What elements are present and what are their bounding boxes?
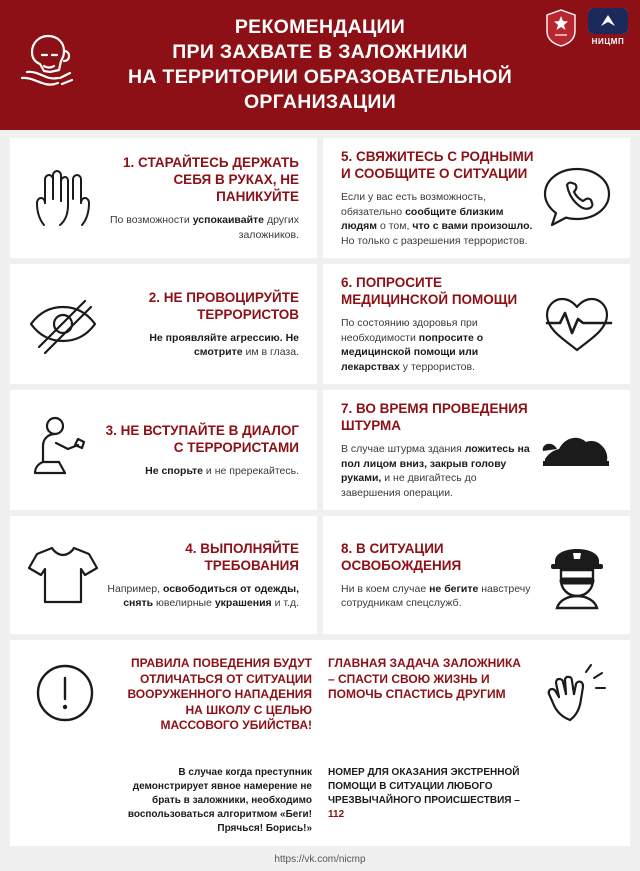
heart-pulse-icon (536, 284, 618, 364)
recommendation-body: Ни в коем случае не бегите навстречу сотрудникам спецслужб. (341, 582, 531, 609)
kneeling-person-icon (22, 410, 104, 490)
recommendation-body: В случае штурма здания ложитесь на пол лицом вниз, закрыв голову руками, и не двигайтесь до завершения операции. (341, 443, 530, 499)
footer-left-column (108, 766, 320, 836)
recommendation-body: Например, освободиться от одежды, снять ювелирные украшения и т.д. (107, 582, 299, 609)
title-line-3: НА ТЕРРИТОРИИ ОБРАЗОВАТЕЛЬНОЙ (127, 66, 513, 88)
source-url[interactable]: https://vk.com/nicmp (0, 846, 640, 871)
poster-header (0, 0, 640, 130)
recommendation-card-1 (10, 138, 317, 258)
no-eye-contact-icon (22, 284, 104, 364)
hostage-head-icon (14, 22, 90, 98)
recommendation-card-3 (10, 390, 317, 510)
recommendation-card-4 (10, 516, 317, 634)
recommendations-grid (0, 130, 640, 634)
recommendation-card-6 (323, 264, 630, 384)
recommendation-title: 8. В СИТУАЦИИ ОСВОБОЖДЕНИЯ (341, 540, 462, 573)
logo-group (544, 8, 630, 48)
phone-bubble-icon (536, 158, 618, 238)
bottom-right-heading: ГЛАВНАЯ ЗАДАЧА ЗАЛОЖНИКА – СПАСТИ СВОЮ ЖИЗНЬ И ПОМОЧЬ СПАСТИСЬ ДРУГИМ (328, 656, 521, 701)
nicmp-logo (586, 8, 630, 46)
recommendation-card-2 (10, 264, 317, 384)
footer-spacer-left (22, 766, 108, 836)
recommendation-card-7 (323, 390, 630, 510)
title-line-4: ОРГАНИЗАЦИИ (243, 91, 397, 113)
recommendation-body: По состоянию здоровья при необходимости попросите о медицинской помощи или лекарствах у террористов. (341, 317, 484, 373)
bottom-right-text (328, 766, 524, 822)
footer-right-column (320, 766, 532, 836)
title-line-2: ПРИ ЗАХВАТЕ В ЗАЛОЖНИКИ (172, 41, 468, 63)
recommendation-title: 7. ВО ВРЕМЯ ПРОВЕДЕНИЯ ШТУРМА (341, 401, 528, 433)
recommendation-body: Не спорьте и не пререкайтесь. (145, 464, 299, 477)
bottom-footer-block (10, 760, 630, 846)
tshirt-icon (22, 535, 104, 615)
recommendation-title: 5. СВЯЖИТЕСЬ С РОДНЫМИ И СООБЩИТЕ О СИТУАЦИИ (341, 149, 534, 181)
helping-hands-icon (532, 656, 618, 724)
nicmp-badge-icon (588, 8, 628, 34)
grid-row (10, 138, 630, 258)
bottom-left-heading: ПРАВИЛА ПОВЕДЕНИЯ БУДУТ ОТЛИЧАТЬСЯ ОТ СИТУАЦИИ ВООРУЖЕННОГО НАПАДЕНИЯ НА ШКОЛУ С ЦЕЛЬЮ МАССОВОГО УБИЙСТВА! (127, 656, 312, 732)
grid-row (10, 390, 630, 510)
footer-spacer-right (532, 766, 618, 836)
page-title (128, 15, 512, 115)
recommendation-card-5 (323, 138, 630, 258)
recommendation-title: 3. НЕ ВСТУПАЙТЕ В ДИАЛОГ С ТЕРРОРИСТАМИ (105, 422, 299, 455)
recommendation-body: Не проявляйте агрессию. Не смотрите им в глаза. (149, 331, 299, 358)
lying-down-person-icon (536, 410, 618, 490)
recommendation-body: По возможности успокаивайте других заложников. (109, 214, 299, 241)
recommendation-title: 4. ВЫПОЛНЯЙТЕ ТРЕБОВАНИЯ (185, 540, 299, 573)
recommendation-title: 2. НЕ ПРОВОЦИРУЙТЕ ТЕРРОРИСТОВ (148, 289, 299, 322)
emergency-text: НОМЕР ДЛЯ ОКАЗАНИЯ ЭКСТРЕННОЙ ПОМОЩИ В СИТУАЦИИ ЛЮБОГО ЧРЕЗВЫЧАЙНОГО ПРОИСШЕСТВИЯ – (328, 767, 520, 806)
nicmp-logo-caption: НИЦМП (591, 37, 625, 46)
recommendation-body: Если у вас есть возможность, обязательно сообщите близким людям о том, что с вами произошло. Но только с разрешения террористов. (341, 191, 533, 247)
bottom-right-text-column (320, 656, 532, 703)
bottom-left-text-column (108, 656, 320, 734)
recommendation-card-8 (323, 516, 630, 634)
recommendation-title: 1. СТАРАЙТЕСЬ ДЕРЖАТЬ СЕБЯ В РУКАХ, НЕ ПАНИКУЙТЕ (123, 155, 299, 204)
emergency-number: 112 (328, 809, 345, 820)
exclamation-circle-icon (22, 656, 108, 724)
grid-row (10, 516, 630, 634)
bottom-left-text: В случае когда преступник демонстрирует явное намерение не брать в заложники, необходимо воспользоваться алгоритмом «Беги! Прячься! Борись!» (127, 767, 312, 834)
ministry-emblem-icon (544, 8, 578, 48)
title-line-1: РЕКОМЕНДАЦИИ (234, 16, 406, 38)
recommendation-title: 6. ПОПРОСИТЕ МЕДИЦИНСКОЙ ПОМОЩИ (341, 275, 518, 307)
grid-row (10, 264, 630, 384)
calming-hands-icon (22, 158, 104, 238)
police-officer-icon (536, 535, 618, 615)
bottom-warning-block (10, 640, 630, 760)
